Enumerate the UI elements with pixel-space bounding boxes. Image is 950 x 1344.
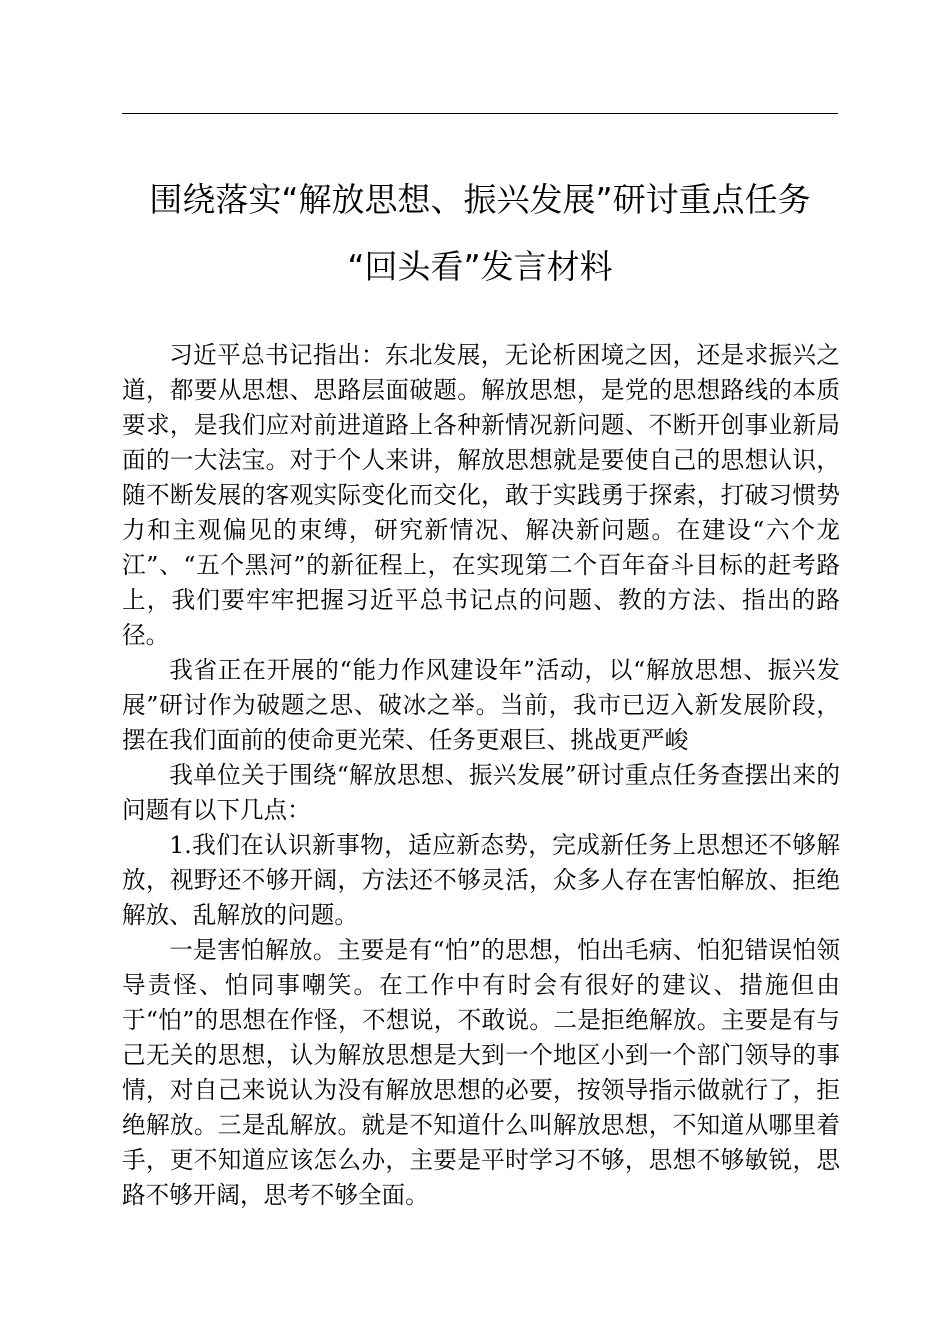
document-body — [122, 338, 840, 1213]
body-paragraph-1: 习近平总书记指出：东北发展，无论析困境之因，还是求振兴之道，都要从思想、思路层面破题。解放思想，是党的思想路线的本质要求，是我们应对前进道路上各种新情况新问题、不断开创事业新局面的一大法宝。对于个人来讲，解放思想就是要使自己的思想认识，随不断发展的客观实际变化而交化，敢于实践勇于探索，打破习惯势力和主观偏见的束缚，研究新情况、解决新问题。在建设“六个龙江”、“五个黑河”的新征程上，在实现第二个百年奋斗目标的赶考路上，我们要牢牢把握习近平总书记点的问题、教的方法、指出的路径。 — [122, 341, 840, 649]
body-paragraph-5: 一是害怕解放。主要是有“怕”的思想，怕出毛病、怕犯错误怕领导责怪、怕同事嘲笑。在工作中有时会有很好的建议、措施但由于“怕”的思想在作怪，不想说，不敢说。二是拒绝解放。主要是有与己无关的思想，认为解放思想是大到一个地区小到一个部门领导的事情，对自己来说认为没有解放思想的必要，按领导指示做就行了，拒绝解放。三是乱解放。就是不知道什么叫解放思想，不知道从哪里着手，更不知道应该怎么办，主要是平时学习不够，思想不够敏锐，思路不够开阔，思考不够全面。 — [122, 936, 840, 1209]
body-paragraph-3: 我单位关于围绕“解放思想、振兴发展”研讨重点任务查摆出来的问题有以下几点： — [122, 761, 840, 824]
header-rule — [122, 113, 838, 114]
body-paragraph-2: 我省正在开展的“能力作风建设年”活动，以“解放思想、振兴发展”研讨作为破题之思、破冰之举。当前，我市已迈入新发展阶段，摆在我们面前的使命更光荣、任务更艰巨、挑战更严峻 — [122, 656, 840, 754]
document-title-line-2: “回头看”发言材料 — [347, 247, 613, 286]
body-paragraph-4: 1.我们在认识新事物，适应新态势，完成新任务上思想还不够解放，视野还不够开阔，方法还不够灵活，众多人存在害怕解放、拒绝解放、乱解放的问题。 — [122, 831, 840, 929]
document-title-line-1: 围绕落实“解放思想、振兴发展”研讨重点任务 — [149, 180, 811, 219]
